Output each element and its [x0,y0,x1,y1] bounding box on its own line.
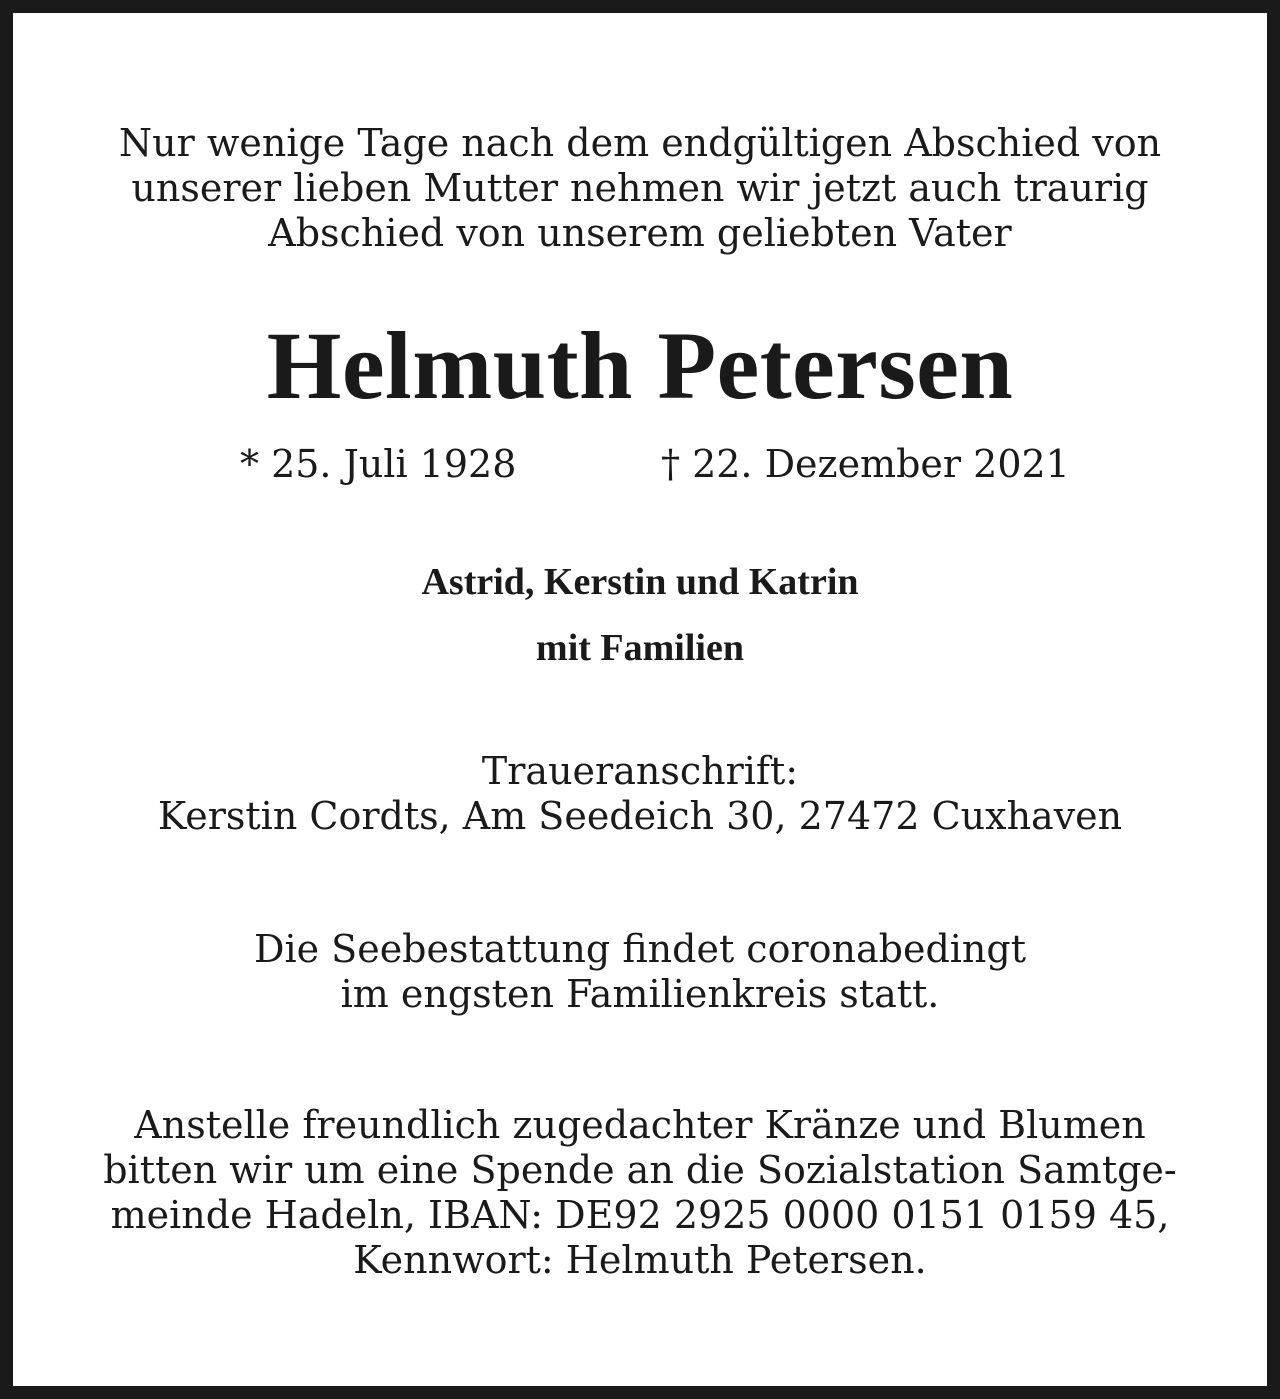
donation-line: bitten wir um eine Spende an die Sozialstation Samtge- [103,1148,1177,1192]
address-line: Kerstin Cordts, Am Seedeich 30, 27472 Cuxhaven [157,794,1123,838]
burial-note [13,927,1267,1017]
address-label: Traueranschrift: [481,749,799,793]
intro-line: Abschied von unserem geliebten Vater [268,211,1012,255]
donation-line: Anstelle freundlich zugedachter Kränze und Blumen [134,1103,1146,1147]
burial-line: im engsten Familienkreis statt. [340,972,940,1016]
birth-date: * 25. Juli 1928 [240,442,517,486]
mourning-address [13,749,1267,839]
burial-line: Die Seebestattung findet coronabedingt [253,927,1026,971]
mourners [13,549,1267,681]
intro-text [13,121,1267,256]
intro-line: unserer lieben Mutter nehmen wir jetzt auch traurig [131,166,1149,210]
deceased-name: Helmuth Petersen [266,312,1014,419]
mourners-line: Astrid, Kerstin und Katrin [421,561,859,603]
donation-line: Kennwort: Helmuth Petersen. [353,1238,927,1282]
donation-request [13,1103,1267,1283]
mourners-line: mit Familien [536,627,744,669]
intro-line: Nur wenige Tage nach dem endgültigen Abschied von [118,121,1162,165]
death-date: † 22. Dezember 2021 [661,442,1070,486]
donation-line: meinde Hadeln, IBAN: DE92 2925 0000 0151 0159 45, [110,1193,1170,1237]
